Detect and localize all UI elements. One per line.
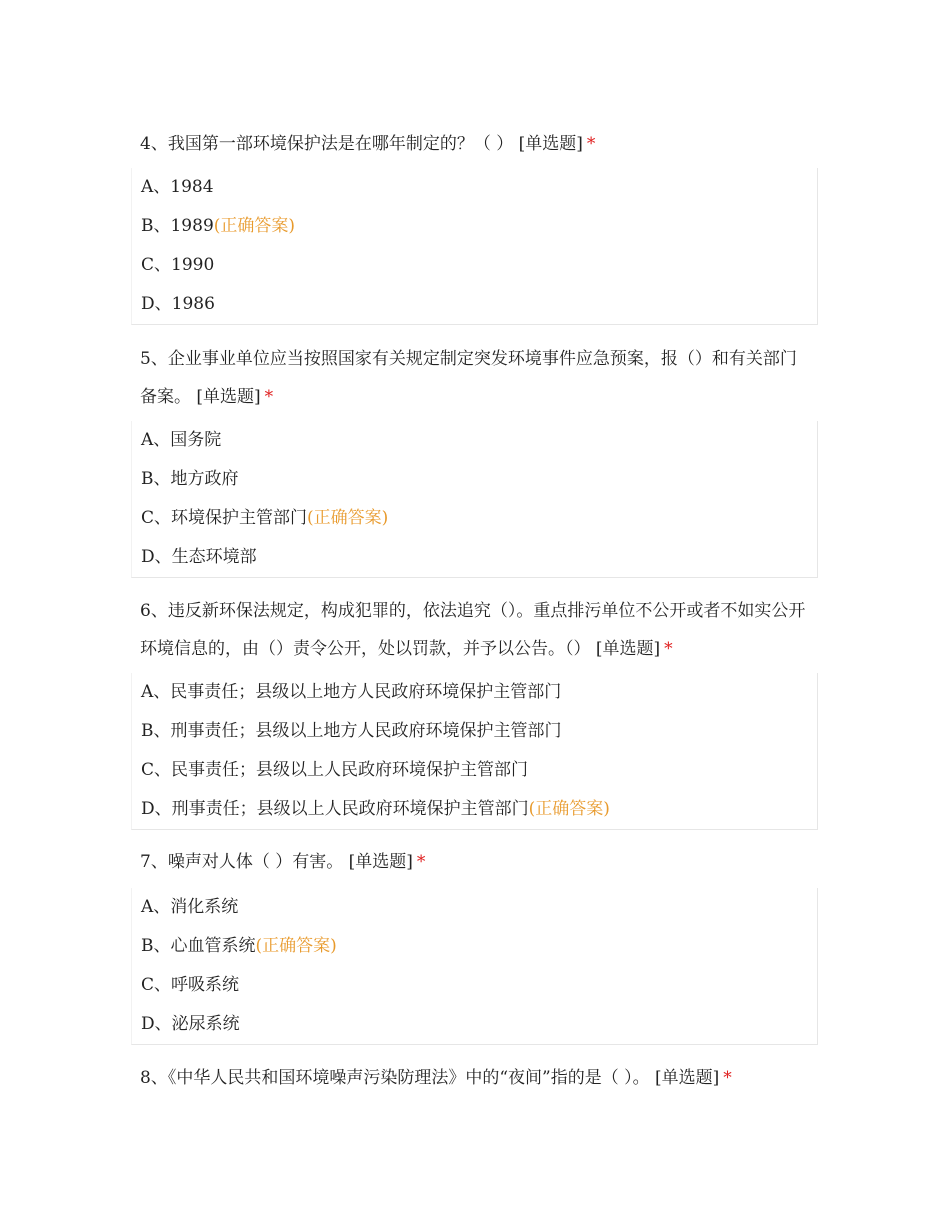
required-mark: * (416, 852, 426, 872)
option-label: A、国务院 (141, 430, 222, 450)
question-5-options (131, 421, 818, 578)
question-type-tag: [单选题] (196, 387, 261, 407)
option-a[interactable] (132, 168, 817, 207)
option-label: C、1990 (141, 255, 215, 275)
question-text: 6、违反新环保法规定，构成犯罪的，依法追究（）。重点排污单位不公开或者不如实公开环境信息的，由（）责令公开，处以罚款，并予以公告。（） (140, 601, 806, 659)
correct-answer-mark: (正确答案) (255, 936, 337, 956)
option-a[interactable] (132, 673, 817, 712)
option-label: B、1989 (141, 216, 214, 236)
question-text: 8、《中华人民共和国环境噪声污染防理法》中的“夜间”指的是（ ）。 (140, 1068, 650, 1088)
correct-answer-mark: (正确答案) (528, 799, 610, 819)
question-type-tag: [单选题] (518, 134, 583, 154)
required-mark: * (264, 387, 274, 407)
option-b[interactable] (132, 927, 817, 966)
required-mark: * (586, 134, 596, 154)
question-text: 7、噪声对人体（ ）有害。 (140, 852, 344, 872)
option-c[interactable] (132, 246, 817, 285)
option-d[interactable] (132, 1005, 817, 1044)
option-label: B、刑事责任；县级以上地方人民政府环境保护主管部门 (141, 721, 562, 741)
required-mark: * (723, 1068, 732, 1088)
question-type-tag: [单选题] (595, 639, 661, 659)
option-b[interactable] (132, 207, 817, 246)
question-5-title (140, 340, 812, 416)
option-label: A、1984 (141, 177, 214, 197)
option-label: C、呼吸系统 (141, 975, 240, 995)
question-type-tag: [单选题] (348, 852, 413, 872)
option-d[interactable] (132, 790, 817, 829)
option-label: A、消化系统 (141, 897, 239, 917)
option-label: D、生态环境部 (141, 547, 257, 567)
option-c[interactable] (132, 966, 817, 1005)
option-d[interactable] (132, 285, 817, 324)
option-b[interactable] (132, 712, 817, 751)
question-type-tag: [单选题] (655, 1068, 720, 1088)
option-b[interactable] (132, 460, 817, 499)
option-label: C、民事责任；县级以上人民政府环境保护主管部门 (141, 760, 529, 780)
option-c[interactable] (132, 751, 817, 790)
option-label: D、刑事责任；县级以上人民政府环境保护主管部门 (141, 799, 529, 819)
question-6-title (140, 592, 812, 668)
option-label: D、泌尿系统 (141, 1014, 240, 1034)
question-7-options (131, 888, 818, 1045)
required-mark: * (664, 639, 673, 659)
option-a[interactable] (132, 421, 817, 460)
option-a[interactable] (132, 888, 817, 927)
question-text: 4、我国第一部环境保护法是在哪年制定的？（ ） (140, 134, 514, 154)
option-label: D、1986 (141, 294, 215, 314)
question-7-title (140, 843, 812, 881)
question-4-title (140, 125, 812, 163)
question-6-options (131, 673, 818, 830)
option-label: B、心血管系统 (141, 936, 256, 956)
option-label: B、地方政府 (141, 469, 239, 489)
option-label: A、民事责任；县级以上地方人民政府环境保护主管部门 (141, 682, 562, 702)
question-8-title (140, 1059, 812, 1097)
question-4-options (131, 168, 818, 325)
option-d[interactable] (132, 538, 817, 577)
option-label: C、环境保护主管部门 (141, 508, 308, 528)
correct-answer-mark: (正确答案) (307, 508, 389, 528)
correct-answer-mark: (正确答案) (213, 216, 296, 236)
question-text: 5、企业事业单位应当按照国家有关规定制定突发环境事件应急预案，报（）和有关部门备案。 (140, 349, 797, 407)
option-c[interactable] (132, 499, 817, 538)
